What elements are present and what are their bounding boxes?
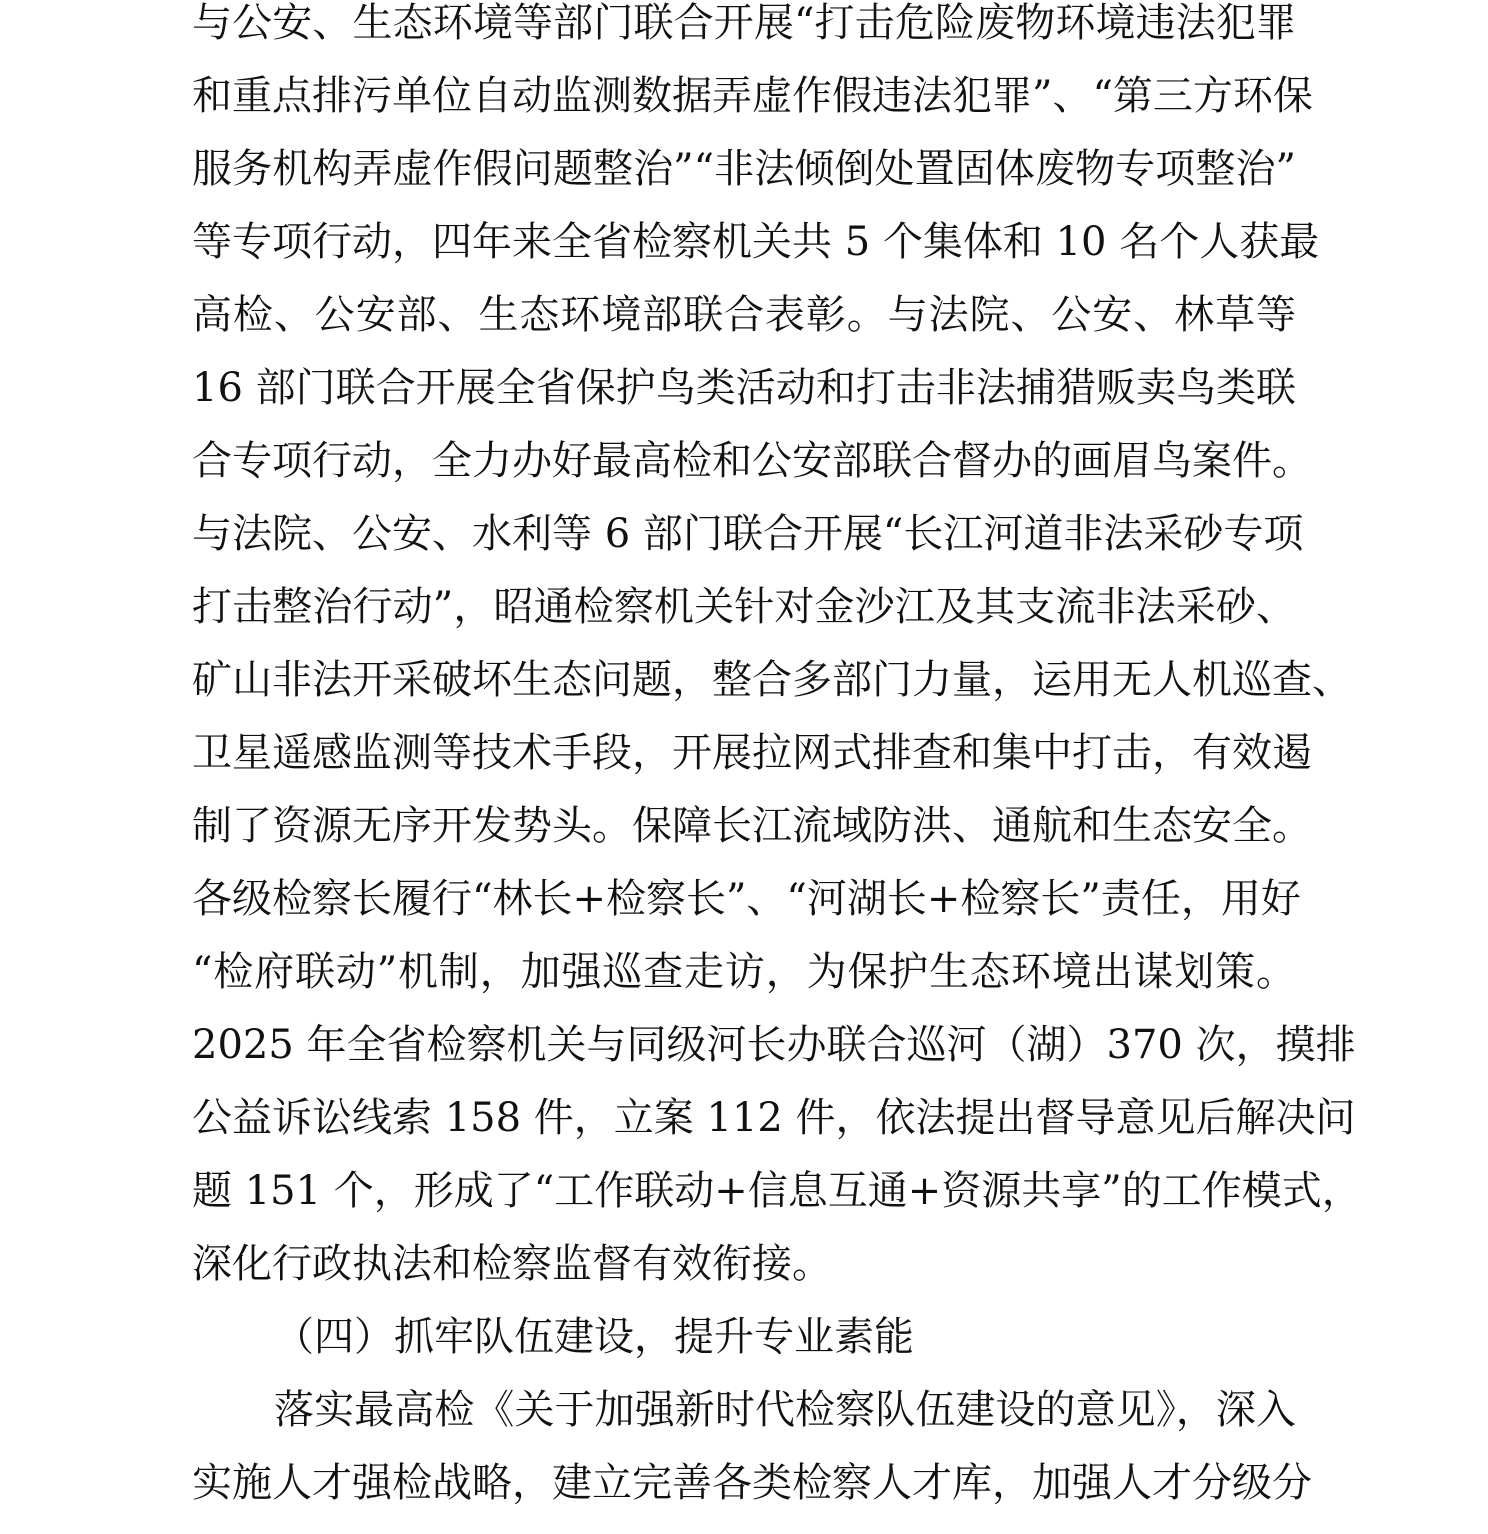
paragraph-line: 高检、公安部、生态环境部联合表彰。与法院、公安、林草等: [192, 292, 1296, 338]
paragraph-line: 与公安、生态环境等部门联合开展“打击危险废物环境违法犯罪: [192, 0, 1296, 46]
paragraph-line: 2025 年全省检察机关与同级河长办联合巡河（湖）370 次，摸排: [192, 1022, 1356, 1068]
paragraph-line: 服务机构弄虚作假问题整治”“非法倾倒处置固体废物专项整治”: [192, 146, 1296, 192]
paragraph-line: 等专项行动，四年来全省检察机关共 5 个集体和 10 名个人获最: [192, 219, 1320, 265]
paragraph-line: 矿山非法开采破坏生态问题，整合多部门力量，运用无人机巡查、: [192, 657, 1352, 703]
paragraph-line: 合专项行动，全力办好最高检和公安部联合督办的画眉鸟案件。: [192, 438, 1312, 484]
paragraph-line: 制了资源无序开发势头。保障长江流域防洪、通航和生态安全。: [192, 803, 1312, 849]
section-heading: （四）抓牢队伍建设，提升专业素能: [274, 1314, 914, 1360]
paragraph-line: 打击整治行动”，昭通检察机关针对金沙江及其支流非法采砂、: [192, 584, 1296, 630]
paragraph-line: “检府联动”机制，加强巡查走访，为保护生态环境出谋划策。: [192, 949, 1296, 995]
paragraph-line: 各级检察长履行“林长+检察长”、“河湖长+检察长”责任，用好: [192, 876, 1301, 922]
paragraph-line: 和重点排污单位自动监测数据弄虚作假违法犯罪”、“第三方环保: [192, 73, 1313, 119]
paragraph-line: 卫星遥感监测等技术手段，开展拉网式排查和集中打击，有效遏: [192, 730, 1312, 776]
paragraph-line: 落实最高检《关于加强新时代检察队伍建设的意见》，深入: [274, 1387, 1296, 1433]
paragraph-line: 实施人才强检战略，建立完善各类检察人才库，加强人才分级分: [192, 1460, 1312, 1506]
paragraph-line: 16 部门联合开展全省保护鸟类活动和打击非法捕猎贩卖鸟类联: [192, 365, 1296, 411]
paragraph-line: 与法院、公安、水利等 6 部门联合开展“长江河道非法采砂专项: [192, 511, 1304, 557]
paragraph-line: 题 151 个，形成了“工作联动+信息互通+资源共享”的工作模式，: [192, 1168, 1362, 1214]
paragraph-line: 深化行政执法和检察监督有效衔接。: [192, 1241, 832, 1287]
paragraph-line: 公益诉讼线索 158 件，立案 112 件，依法提出督导意见后解决问: [192, 1095, 1356, 1141]
